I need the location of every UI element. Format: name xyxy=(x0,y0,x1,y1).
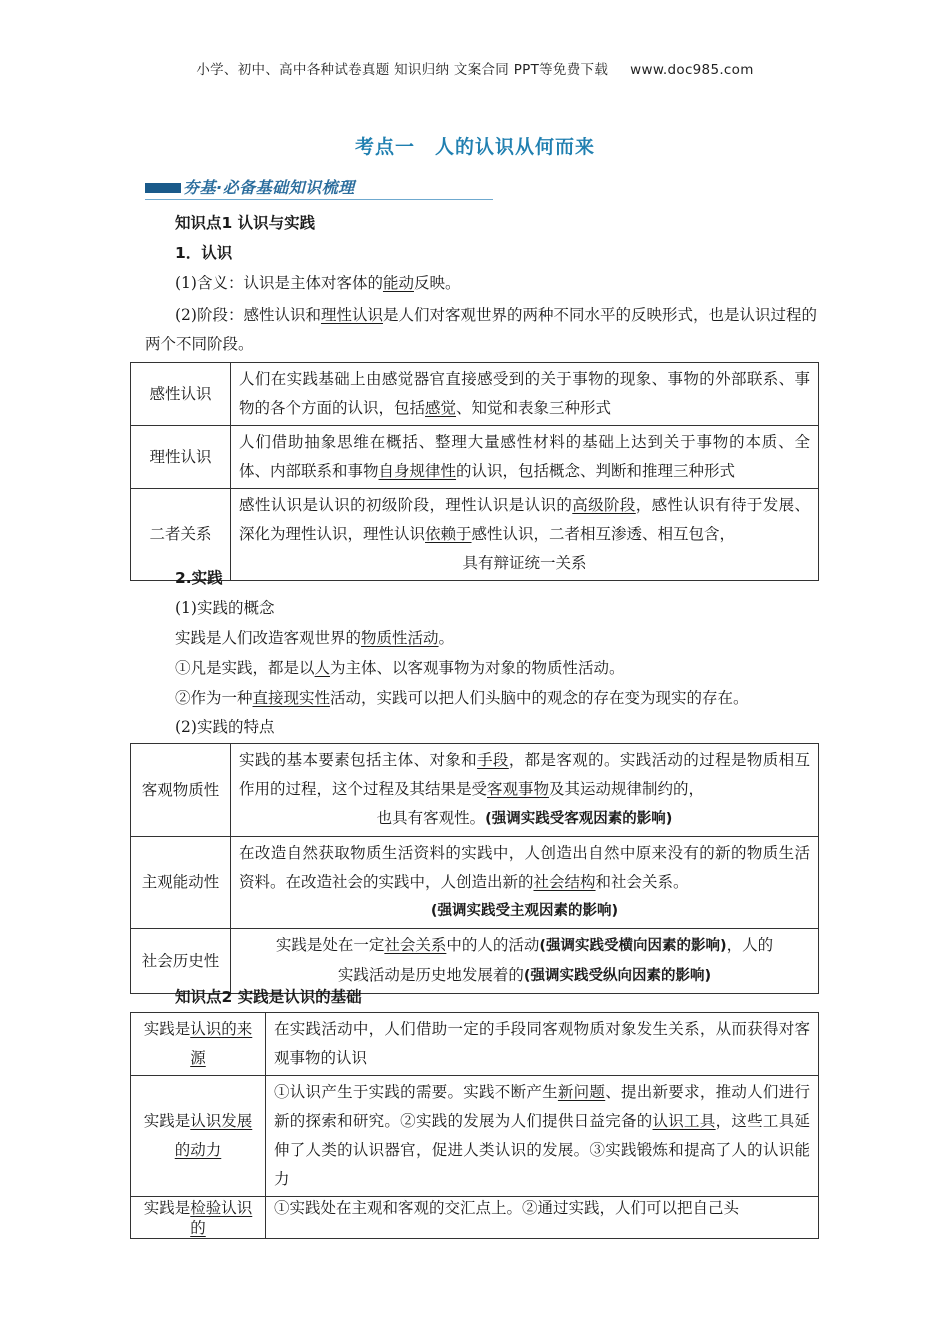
cognition-stages: (2)阶段：感性认识和理性认识是人们对客观世界的两种不同水平的反映形式，也是认识过程的两个不同阶段。 xyxy=(145,306,817,353)
cognition-definition: (1)含义：认识是主体对客体的能动反映。 xyxy=(175,274,461,292)
table-row xyxy=(131,363,819,426)
table-key: 实践是认识的来源 xyxy=(131,1013,266,1076)
practice-features-table xyxy=(130,743,819,994)
practice-basis-table xyxy=(130,1012,819,1239)
table-key: 实践是认识发展的动力 xyxy=(131,1076,266,1197)
table-value: 感性认识是认识的初级阶段，理性认识是认识的高级阶段，感性认识有待于发展、深化为理性认识，理性认识依赖于感性认识，二者相互渗透、相互包含， 具有辩证统一关系 xyxy=(231,489,819,581)
banner-bar-decoration xyxy=(145,183,181,193)
table-key: 实践是检验认识的 xyxy=(131,1197,266,1239)
practice-features-heading: (2)实践的特点 xyxy=(175,718,275,736)
header-url[interactable]: www.doc985.com xyxy=(630,62,754,78)
table-value: ①认识产生于实践的需要。实践不断产生新问题、提出新要求，推动人们进行新的探索和研究。②实践的发展为人们提供日益完备的认识工具，这些工具延伸了人类的认识器官，促进人类认识的发展。③实践锻炼和提高了人的认识能力 xyxy=(266,1076,819,1197)
practice-point-2: ②作为一种直接现实性活动，实践可以把人们头脑中的观念的存在变为现实的存在。 xyxy=(175,689,749,707)
table-key: 社会历史性 xyxy=(131,929,231,994)
practice-concept: 实践是人们改造客观世界的物质性活动。 xyxy=(175,629,455,647)
kp1-section-1: 1．认识 xyxy=(175,244,233,262)
table-row xyxy=(131,1197,819,1239)
table-value: 人们在实践基础上由感觉器官直接感受到的关于事物的现象、事物的外部联系、事物的各个方面的认识，包括感觉、知觉和表象三种形式 xyxy=(231,363,819,426)
practice-point-1: ①凡是实践，都是以人为主体、以客观事物为对象的物质性活动。 xyxy=(175,659,625,677)
table-row xyxy=(131,1013,819,1076)
table-key: 二者关系 xyxy=(131,489,231,581)
kp2-heading: 知识点2 实践是认识的基础 xyxy=(175,988,362,1006)
table-key: 客观物质性 xyxy=(131,744,231,837)
page-header xyxy=(0,58,950,78)
banner-rule xyxy=(145,199,493,200)
banner-label: 夯基·必备基础知识梳理 xyxy=(183,178,355,197)
table-key: 感性认识 xyxy=(131,363,231,426)
table-value: ①实践处在主观和客观的交汇点上。②通过实践，人们可以把自己头 xyxy=(266,1197,819,1239)
table-value: 人们借助抽象思维在概括、整理大量感性材料的基础上达到关于事物的本质、全体、内部联系和事物自身规律性的认识，包括概念、判断和推理三种形式 xyxy=(231,426,819,489)
table-key: 主观能动性 xyxy=(131,837,231,929)
table-key: 理性认识 xyxy=(131,426,231,489)
cognition-table xyxy=(130,362,819,581)
section-banner xyxy=(145,175,493,201)
table-row xyxy=(131,426,819,489)
kp1-heading: 知识点1 认识与实践 xyxy=(175,214,316,232)
table-value: 在实践活动中，人们借助一定的手段同客观物质对象发生关系，从而获得对客观事物的认识 xyxy=(266,1013,819,1076)
table-value: 在改造自然获取物质生活资料的实践中，人创造出自然中原来没有的新的物质生活资料。在改造社会的实践中，人创造出新的社会结构和社会关系。 (强调实践受主观因素的影响) xyxy=(231,837,819,929)
table-value: 实践是处在一定社会关系中的人的活动(强调实践受横向因素的影响)，人的 实践活动是历史地发展着的(强调实践受纵向因素的影响) xyxy=(231,929,819,994)
kp1-section-2: 2.实践 xyxy=(175,569,223,587)
table-row xyxy=(131,1076,819,1197)
practice-concept-heading: (1)实践的概念 xyxy=(175,599,275,617)
table-value: 实践的基本要素包括主体、对象和手段，都是客观的。实践活动的过程是物质相互作用的过程，这个过程及其结果是受客观事物及其运动规律制约的， 也具有客观性。(强调实践受客观因素的影响) xyxy=(231,744,819,837)
page-title: 考点一 人的认识从何而来 xyxy=(354,136,595,158)
table-row xyxy=(131,744,819,837)
table-row xyxy=(131,837,819,929)
header-text: 小学、初中、高中各种试卷真题 知识归纳 文案合同 PPT等免费下载 xyxy=(196,62,609,78)
